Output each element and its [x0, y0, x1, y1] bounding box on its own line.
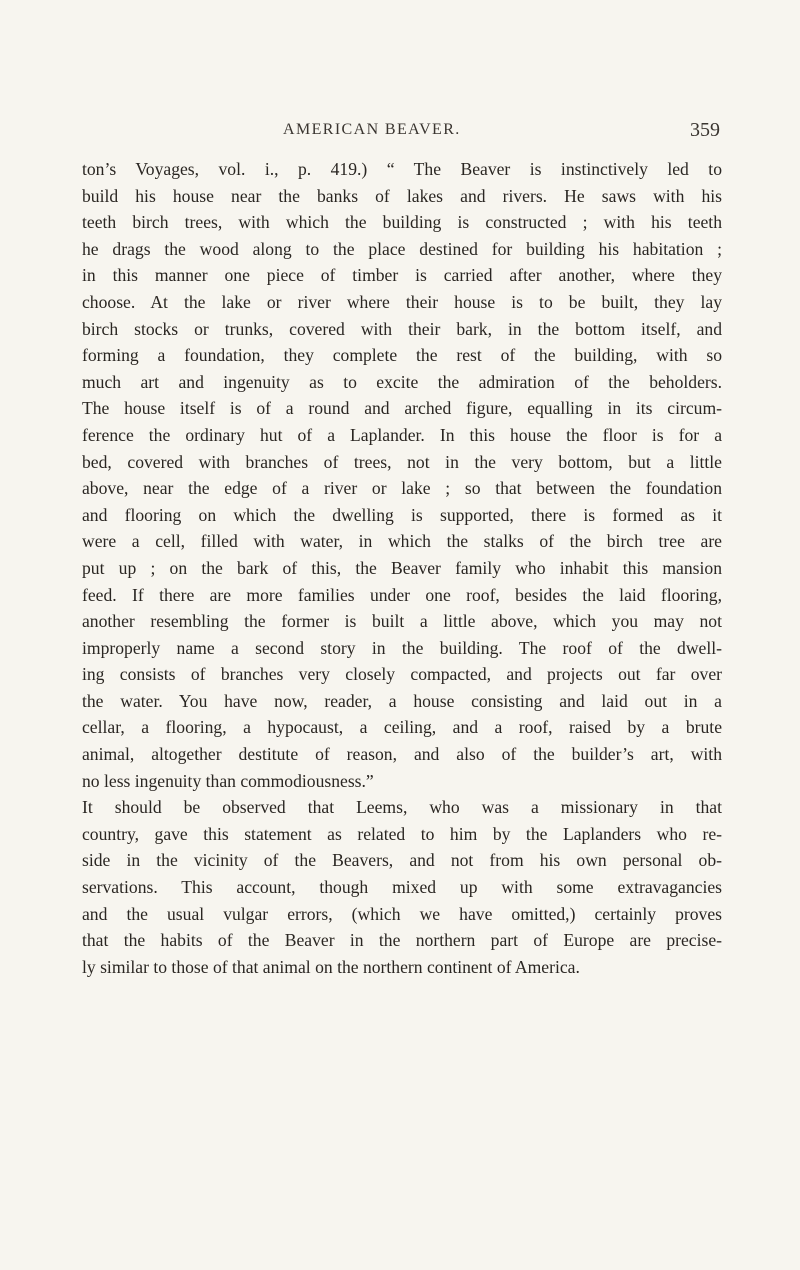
- text-line: servations. This account, though mixed up with some extravagancies: [82, 877, 722, 898]
- text-line: bed, covered with branches of trees, not in the very bottom, but a little: [82, 451, 722, 472]
- text-line: teeth birch trees, with which the building is constructed ; with his teeth: [82, 212, 722, 233]
- text-line: cellar, a flooring, a hypocaust, a ceiling, and a roof, raised by a brute: [82, 717, 722, 738]
- text-line: animal, altogether destitute of reason, and also of the builder’s art, with: [82, 744, 722, 765]
- text-line: and the usual vulgar errors, (which we have omitted,) certainly proves: [82, 903, 722, 924]
- text-line: The house itself is of a round and arched figure, equalling in its circum-: [82, 398, 722, 419]
- text-line: the water. You have now, reader, a house consisting and laid out in a: [82, 690, 722, 711]
- text-line: ference the ordinary hut of a Laplander. In this house the floor is for a: [82, 424, 722, 445]
- text-line: he drags the wood along to the place destined for building his habitation ;: [82, 238, 722, 259]
- text-line: build his house near the banks of lakes and rivers. He saws with his: [82, 185, 722, 206]
- text-line: another resembling the former is built a little above, which you may not: [82, 611, 722, 632]
- text-line: above, near the edge of a river or lake ; so that between the foundation: [82, 478, 722, 499]
- text-line: country, gave this statement as related to him by the Laplanders who re-: [82, 823, 722, 844]
- text-line: birch stocks or trunks, covered with their bark, in the bottom itself, and: [82, 318, 722, 339]
- text-line: were a cell, filled with water, in which the stalks of the birch tree are: [82, 531, 722, 552]
- text-line: and flooring on which the dwelling is supported, there is formed as it: [82, 504, 722, 525]
- text-line: feed. If there are more families under one roof, besides the laid flooring,: [82, 584, 722, 605]
- body-text: [82, 156, 722, 980]
- text-line: choose. At the lake or river where their house is to be built, they lay: [82, 291, 722, 312]
- text-line: no less ingenuity than commodiousness.”: [82, 770, 374, 791]
- text-line: ton’s Voyages, vol. i., p. 419.) “ The Beaver is instinctively led to: [82, 159, 722, 179]
- text-line: ly similar to those of that animal on the northern continent of America.: [82, 956, 580, 977]
- text-line: forming a foundation, they complete the rest of the building, with so: [82, 345, 722, 366]
- text-line: much art and ingenuity as to excite the admiration of the beholders.: [82, 371, 722, 392]
- text-line: put up ; on the bark of this, the Beaver family who inhabit this mansion: [82, 557, 722, 578]
- running-head: [0, 121, 800, 145]
- text-line: side in the vicinity of the Beavers, and not from his own personal ob-: [82, 850, 722, 871]
- running-title: AMERICAN BEAVER.: [283, 121, 461, 138]
- text-line: improperly name a second story in the building. The roof of the dwell-: [82, 637, 722, 658]
- text-line: It should be observed that Leems, who was a missionary in that: [82, 797, 722, 818]
- text-line: ing consists of branches very closely compacted, and projects out far over: [82, 664, 722, 685]
- text-line: in this manner one piece of timber is carried after another, where they: [82, 265, 722, 286]
- text-line: that the habits of the Beaver in the northern part of Europe are precise-: [82, 930, 722, 951]
- page-number: 359: [690, 119, 720, 141]
